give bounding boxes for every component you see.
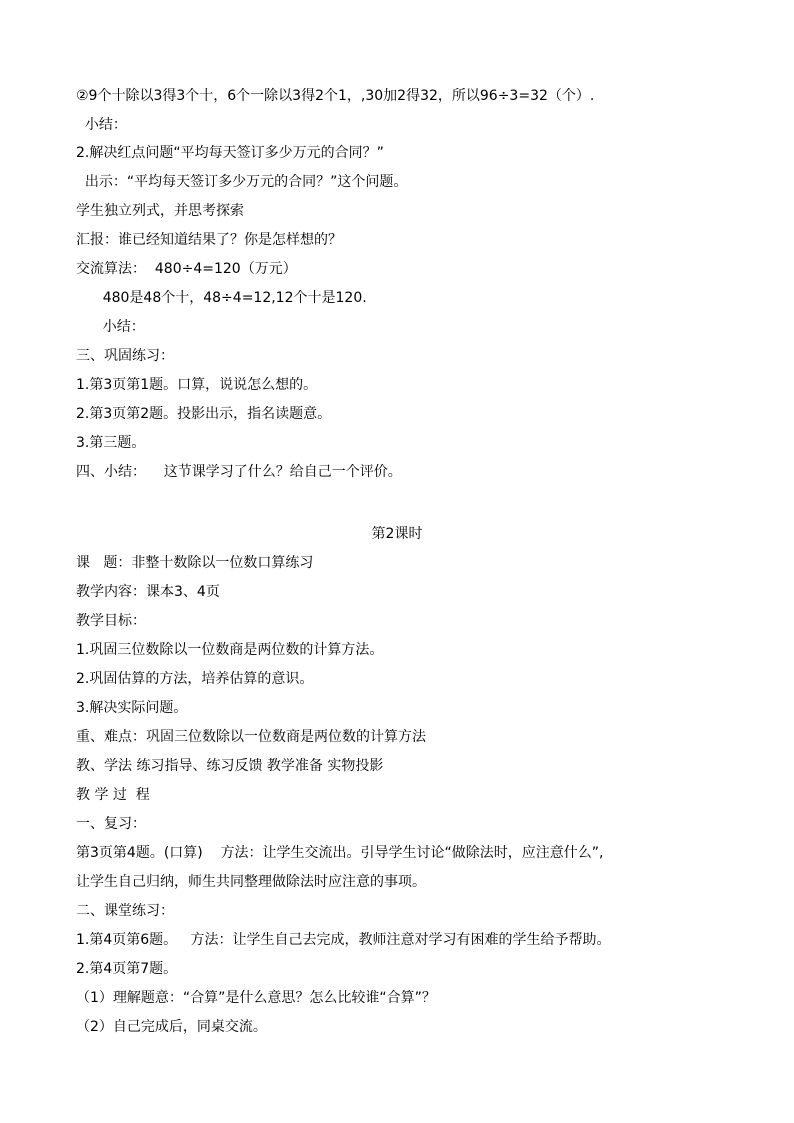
text-line: 重、难点：巩固三位数除以一位数商是两位数的计算方法 — [76, 729, 426, 745]
text-line: 教学目标： — [76, 613, 146, 629]
text-line: 教 学 过 程 — [76, 787, 150, 803]
text-line: 480是48个十，48÷4=12,12个十是120. — [76, 290, 367, 306]
text-line: 交流算法： 480÷4=120（万元） — [76, 261, 297, 277]
section-heading: 三、巩固练习： — [76, 348, 174, 364]
text-line: ②9个十除以3得3个十，6个一除以3得2个1，,30加2得32，所以96÷3=32（个）. — [76, 88, 595, 104]
text-line: 第3页第4题。(口算) 方法：让学生交流出。引导学生讨论“做除法时，应注意什么”, — [76, 845, 604, 861]
text-line: 小结： — [76, 117, 127, 133]
text-line: 2.第3页第2题。投影出示，指名读题意。 — [76, 406, 332, 422]
text-line: 教学内容：课本3、4页 — [76, 584, 220, 600]
text-line: 3.第三题。 — [76, 435, 146, 451]
text-line: 2.解决红点问题“平均每天签订多少万元的合同？” — [76, 145, 384, 161]
lesson-title: 第2课时 — [371, 526, 423, 542]
text-line: 让学生自己归纳，师生共同整理做除法时应注意的事项。 — [76, 874, 426, 890]
text-line: （2）自己完成后，同桌交流。 — [76, 1019, 267, 1035]
text-line: 1.第4页第6题。 方法：让学生自己去完成，教师注意对学习有困难的学生给予帮助。 — [76, 932, 611, 948]
text-line: 出示：“平均每天签订多少万元的合同？”这个问题。 — [76, 174, 408, 190]
text-line: 汇报：谁已经知道结果了？你是怎样想的？ — [76, 232, 342, 248]
text-line: 2.巩固估算的方法，培养估算的意识。 — [76, 671, 314, 687]
text-line: 小结： — [76, 319, 145, 335]
text-line: （1）理解题意：“合算”是什么意思？怎么比较谁“合算”？ — [76, 990, 436, 1006]
text-line: 学生独立列式，并思考探索 — [76, 203, 244, 219]
text-line: 教、学法 练习指导、练习反馈 教学准备 实物投影 — [76, 758, 384, 774]
section-heading: 一、复习： — [76, 816, 146, 832]
section-heading: 四、小结： 这节课学习了什么？给自己一个评价。 — [76, 464, 402, 480]
section-heading: 二、课堂练习： — [76, 903, 174, 919]
text-line: 课 题：非整十数除以一位数口算练习 — [76, 555, 314, 571]
text-line: 2.第4页第7题。 — [76, 961, 178, 977]
text-line: 1.第3页第1题。口算，说说怎么想的。 — [76, 377, 318, 393]
text-line: 3.解决实际问题。 — [76, 700, 188, 716]
text-line: 1.巩固三位数除以一位数商是两位数的计算方法。 — [76, 642, 384, 658]
